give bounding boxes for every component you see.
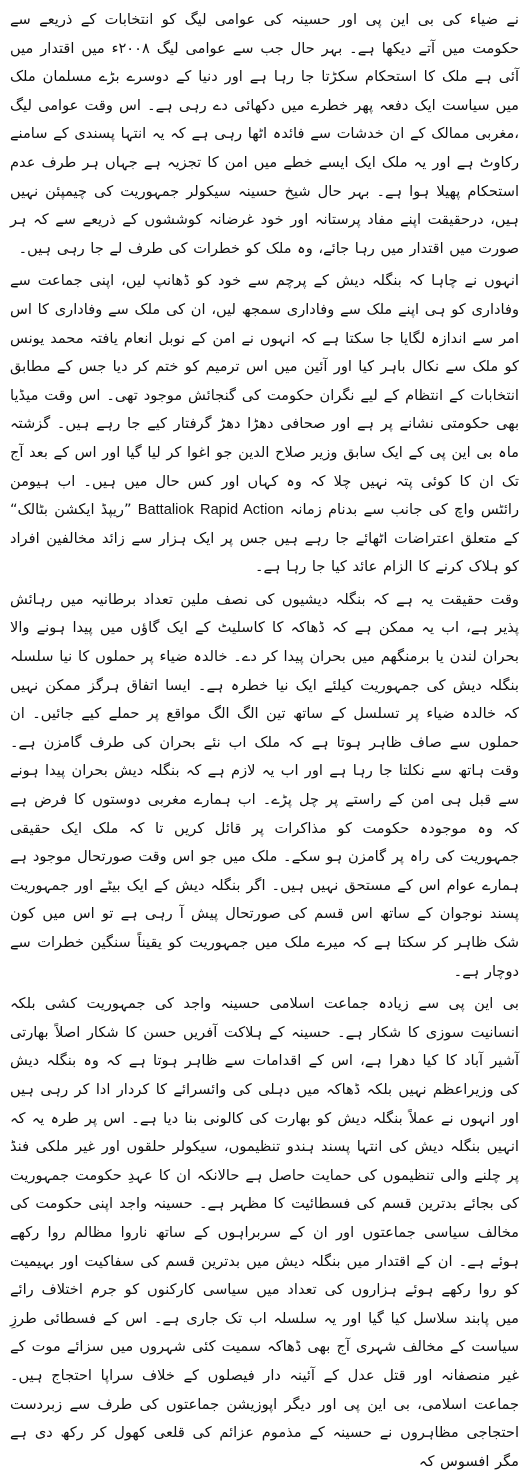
paragraph-4: بی این پی سے زیادہ جماعت اسلامی حسینہ واجد کی جمہوریت کشی بلکہ انسانیت سوزی کا شکار ہے۔ حسینہ کے ہلاکت آفریں حسن کا شکار اصلاً بھارتی آشیر آباد کا کیا دھرا ہے، اس کے اقدامات سے ظاہر ہوتا ہے کہ وہ بنگلہ دیش کی وزیراعظم نہیں بلکہ ڈھاکہ میں دہلی کی وائسرائے کا کردار ادا کر رہی ہیں اور انہوں نے عملاً بنگلہ دیش کو بھارت کی کالونی بنا دیا ہے۔ اس پر طرہ یہ کہ انہیں بنگلہ دیش کی انتہا پسند ہندو تنظیموں، سیکولر حلقوں اور غیر ملکی فنڈ پر چلنے والی تنظیموں کی حمایت حاصل ہے حالانکہ ان کا عہدِ حکومت جمہوریت کی بجائے بدترین قسم کی فسطائیت کا مظہر ہے۔ حسینہ واجد اپنی حکومت کی مخالف سیاسی جماعتوں اور ان کے سربراہوں کے ساتھ ناروا مظالم روا رکھے ہوئے ہے۔ ان کے اقتدار میں بنگلہ دیش میں بدترین قسم کی سفاکیت اور بہیمیت کو روا رکھے ہوئے ہزاروں کی تعداد میں سیاسی کارکنوں کو جرم اختلاف رائے میں پابند سلاسل کیا گیا اور یہ سلسلہ اب تک جاری ہے۔ اس کے فسطائی طرزِ سیاست کے مخالف شہری آج بھی ڈھاکہ سمیت کئی شہروں میں سزائے موت کے غیر منصفانہ اور قتل عدل کے آئینہ دار فیصلوں کے خلاف سراپا احتجاج ہیں۔ جماعت اسلامی، بی این پی اور دیگر اپوزیشن جماعتوں کی طرف سے زبردست احتجاجی مظاہروں نے حسینہ کے مذموم عزائم کی قلعی کھول کر رکھ دی ہے مگر افسوس کہ (10, 995, 519, 1470)
paragraph-3: وقت حقیقت یہ ہے کہ بنگلہ دیشیوں کی نصف ملین تعداد برطانیہ میں رہائش پذیر ہے، اب یہ ممکن ہے کہ ڈھاکہ کا کاسلیٹ کے ایک گاؤں میں پیدا ہونے والا بحران لندن یا برمنگھم میں بحران پیدا کر دے۔ خالدہ ضیاء پر حملوں کا نیا سلسلہ بنگلہ دیش کی جمہوریت کیلئے ایک نیا خطرہ ہے۔ ایسا اتفاق ہرگز ممکن نہیں کہ خالدہ ضیاء پر تسلسل کے ساتھ تین الگ الگ مواقع پر حملے کیے جائیں۔ ان حملوں سے صاف ظاہر ہوتا ہے کہ ملک اب نئے بحران کی طرف گامزن ہے۔ وقت ہاتھ سے نکلتا جا رہا ہے اور اب یہ لازم ہے کہ بنگلہ دیش بحران پیدا ہونے سے قبل ہی امن کے راستے پر چل پڑے۔ اب ہمارے مغربی دوستوں کا فرض ہے کہ وہ موجودہ حکومت کو مذاکرات پر قائل کریں تا کہ ملک ایک حقیقی جمہوریت کی راہ پر گامزن ہو سکے۔ ملک میں جو اس وقت صورتحال موجود ہے ہمارے عوام اس کے مستحق نہیں ہیں۔ اگر بنگلہ دیش کے ایک بیٹے اور جمہوریت پسند نوجوان کے ساتھ اس قسم کی صورتحال پیش آ رہی ہے تو اس میں کون شک ظاہر کر سکتا ہے کہ میرے ملک میں جمہوریت کو یقیناً سنگین خطرات سے دوچار ہے۔ (10, 590, 519, 980)
paragraph-2-text: انہوں نے چاہا کہ بنگلہ دیش کے پرچم سے خود کو ڈھانپ لیں، اپنی جماعت سے وفاداری کو ہی اپنے ملک سے وفاداری سمجھ لیں، ان کی ملک سے وفاداری کا اس امر سے اندازہ لگایا جا سکتا ہے کہ انہوں نے امن کے نوبل انعام یافتہ محمد یونس کو ملک سے نکال باہر کیا اور آئین میں اس ترمیم کو ختم کر دیا جس کے مطابق انتخابات کے انتظام کے لیے نگران حکومت کی گنجائش موجود تھی۔ اس وقت میڈیا بھی حکومتی نشانے پر ہے اور صحافی دھڑا دھڑ گرفتار کیے جا رہے ہیں۔ گزشتہ ماہ بی این پی کے ایک سابق وزیر صلاح الدین جو اغوا کر لیا گیا اور اس کے بعد آج تک ان کا کوئی پتہ نہیں چلا کہ وہ کہاں اور کس حال میں ہیں۔ اب ہیومن رائٹس واچ کی جانب سے بدنام زمانہ (10, 272, 520, 519)
latin-term-battaliok: Battaliok (137, 502, 194, 519)
paragraph-2-tail: ”ریپڈ ایکشن بٹالک“ کے متعلق اعتراضات اٹھائے جا رہے ہیں جس پر ایک ہزار سے زائد مخالفین افراد کو ہلاک کرنے کا الزام عائد کیا جا رہا ہے۔ (10, 501, 519, 576)
latin-term-rapid-action: Rapid Action (200, 502, 284, 519)
paragraph-1: نے ضیاء کی بی این پی اور حسینہ کی عوامی لیگ کو انتخابات کے ذریعے سے حکومت میں آتے دیکھا ہے۔ بہر حال جب سے عوامی لیگ ۲۰۰۸ء میں اقتدار میں آئی ہے ملک کا استحکام سکڑتا جا رہا ہے اور دنیا کے دوسرے بڑے مسلمان ملک میں سیاست ایک دفعہ پھر خطرے میں دکھائی دے رہی ہے۔ اس وقت عوامی لیگ ،مغربی ممالک کے ان خدشات سے فائدہ اٹھا رہی ہے کہ یہ انتہا پسندی کے سامنے رکاوٹ ہے اور یہ ملک ایک ایسے خطے میں امن کا تجزیہ ہے جہاں ہر طرف عدم استحکام پھیلا ہوا ہے۔ بہر حال شیخ حسینہ سیکولر جمہوریت کی چیمپئن نہیں ہیں، درحقیقت اپنے مفاد پرستانہ اور خود غرضانہ کوششوں کے ذریعے سے کہ ہر صورت میں اقتدار میں رہا جائے، وہ ملک کو خطرات کی طرف لے جا رہی ہیں۔ (10, 11, 519, 257)
paragraph-2 (10, 267, 519, 582)
